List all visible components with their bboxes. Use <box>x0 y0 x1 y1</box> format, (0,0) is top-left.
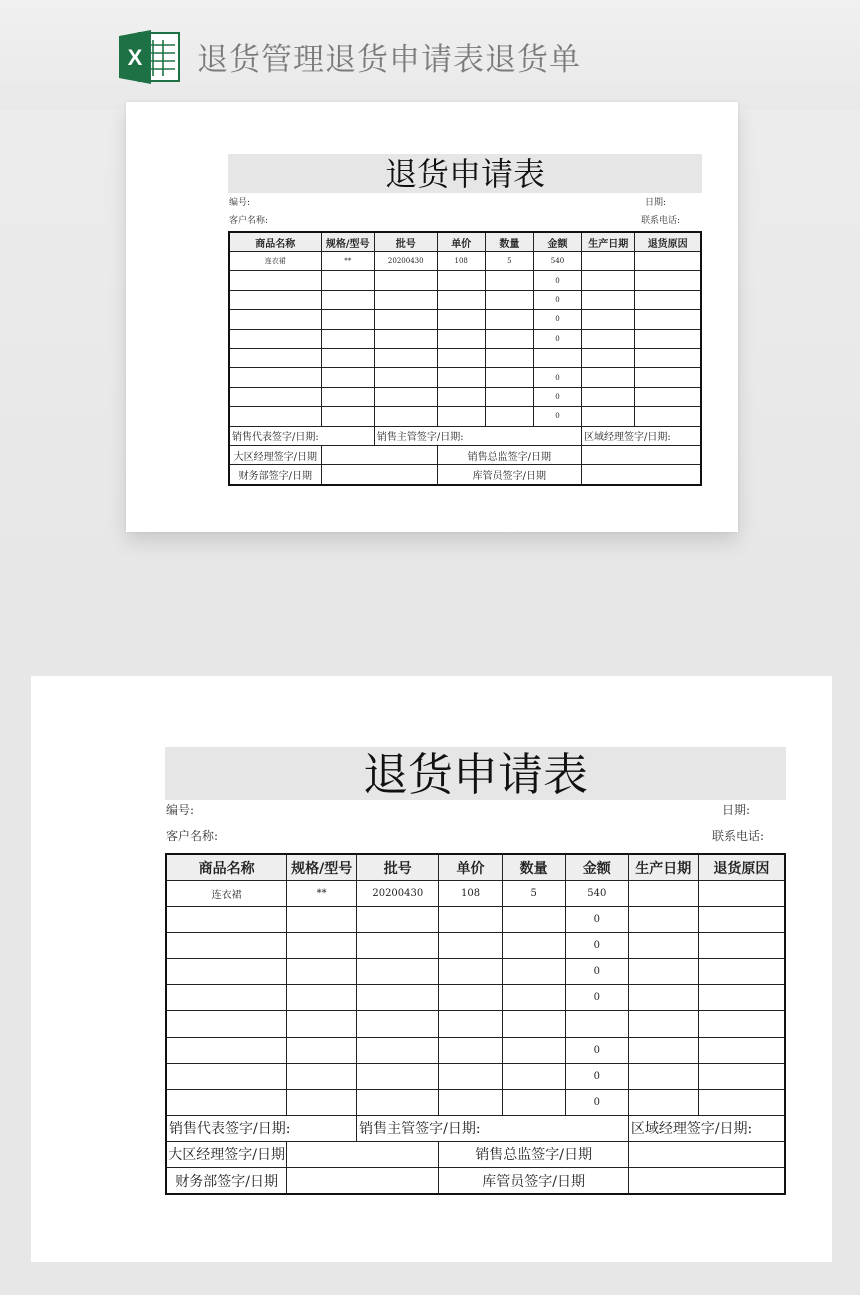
table-row <box>166 933 785 959</box>
table-cell[interactable] <box>357 933 439 959</box>
table-cell[interactable] <box>628 1011 698 1037</box>
finance-signature-field[interactable] <box>287 1168 439 1195</box>
table-cell[interactable] <box>374 407 437 426</box>
signature-row-3 <box>166 1168 785 1195</box>
table-cell[interactable] <box>635 407 701 426</box>
table-cell[interactable]: 0 <box>533 407 581 426</box>
table-cell[interactable] <box>698 959 785 985</box>
table-row <box>229 407 701 426</box>
sales-rep-signature: 销售代表签字/日期: <box>166 1115 357 1141</box>
table-cell[interactable] <box>229 368 321 387</box>
table-cell[interactable]: 108 <box>439 881 502 907</box>
table-cell[interactable] <box>485 348 533 367</box>
table-cell[interactable] <box>166 1011 287 1037</box>
table-cell[interactable] <box>321 387 374 406</box>
table-cell[interactable] <box>374 310 437 329</box>
table-cell[interactable]: 0 <box>533 271 581 290</box>
table-cell[interactable] <box>485 290 533 309</box>
table-row <box>229 368 701 387</box>
table-cell[interactable] <box>502 1063 565 1089</box>
regional-manager-signature: 区域经理签字/日期: <box>582 426 701 445</box>
table-cell[interactable] <box>582 348 635 367</box>
page-header <box>0 0 860 110</box>
column-header: 规格/型号 <box>287 854 357 881</box>
sales-supervisor-signature: 销售主管签字/日期: <box>357 1115 629 1141</box>
table-cell[interactable] <box>229 271 321 290</box>
table-cell[interactable] <box>698 907 785 933</box>
phone-label: 联系电话: <box>711 829 764 843</box>
table-cell[interactable] <box>437 310 485 329</box>
column-header: 数量 <box>502 854 565 881</box>
table-cell[interactable] <box>698 1011 785 1037</box>
table-cell[interactable] <box>321 368 374 387</box>
warehouse-signature-field[interactable] <box>628 1168 785 1195</box>
table-cell[interactable] <box>374 368 437 387</box>
table-cell[interactable] <box>502 959 565 985</box>
table-cell[interactable]: 连衣裙 <box>166 881 287 907</box>
signature-row-1 <box>166 1115 785 1141</box>
table-header-row <box>229 232 701 252</box>
finance-signature: 财务部签字/日期 <box>166 1168 287 1195</box>
column-header: 金额 <box>565 854 628 881</box>
number-label: 编号: <box>229 198 251 208</box>
table-cell[interactable] <box>582 310 635 329</box>
table-cell[interactable] <box>502 933 565 959</box>
table-row <box>229 252 701 271</box>
table-cell[interactable] <box>321 348 374 367</box>
table-cell[interactable] <box>166 1037 287 1063</box>
table-cell[interactable] <box>582 387 635 406</box>
column-header: 数量 <box>485 232 533 252</box>
table-cell[interactable]: 540 <box>533 252 581 271</box>
table-cell[interactable] <box>287 933 357 959</box>
table-cell[interactable] <box>357 985 439 1011</box>
table-cell[interactable] <box>287 985 357 1011</box>
table-cell[interactable] <box>437 271 485 290</box>
table-cell[interactable] <box>229 290 321 309</box>
column-header: 批号 <box>357 854 439 881</box>
return-form-detail <box>165 747 786 1195</box>
table-cell[interactable]: 连衣裙 <box>229 252 321 271</box>
table-cell[interactable]: 0 <box>565 933 628 959</box>
table-row <box>166 1011 785 1037</box>
column-header: 退货原因 <box>635 232 701 252</box>
table-cell[interactable] <box>698 1037 785 1063</box>
table-row <box>229 271 701 290</box>
table-cell[interactable] <box>357 1037 439 1063</box>
form-meta-row-2 <box>228 213 702 231</box>
table-row <box>166 907 785 933</box>
column-header: 规格/型号 <box>321 232 374 252</box>
table-cell[interactable]: 0 <box>533 310 581 329</box>
table-cell[interactable] <box>502 907 565 933</box>
table-cell[interactable] <box>439 907 502 933</box>
table-cell[interactable] <box>374 329 437 348</box>
number-label: 编号: <box>166 803 195 817</box>
district-manager-signature-field[interactable] <box>321 445 437 464</box>
table-cell[interactable] <box>287 1011 357 1037</box>
finance-signature: 财务部签字/日期 <box>229 465 321 485</box>
table-cell[interactable] <box>374 387 437 406</box>
date-label: 日期: <box>721 803 750 817</box>
table-cell[interactable]: 0 <box>533 290 581 309</box>
district-manager-signature-field[interactable] <box>287 1141 439 1167</box>
table-cell[interactable] <box>357 907 439 933</box>
table-cell[interactable] <box>582 290 635 309</box>
table-cell[interactable]: 0 <box>565 1037 628 1063</box>
form-meta-row-1 <box>165 801 786 827</box>
sales-director-signature: 销售总监签字/日期 <box>439 1141 628 1167</box>
table-cell[interactable] <box>439 1037 502 1063</box>
table-cell[interactable] <box>166 959 287 985</box>
table-cell[interactable] <box>502 1037 565 1063</box>
signature-row-2 <box>166 1141 785 1167</box>
table-cell[interactable]: 5 <box>502 881 565 907</box>
table-cell[interactable] <box>321 310 374 329</box>
table-cell[interactable] <box>229 310 321 329</box>
table-cell[interactable] <box>582 252 635 271</box>
table-row <box>166 959 785 985</box>
table-cell[interactable]: 540 <box>565 881 628 907</box>
table-cell[interactable]: 108 <box>437 252 485 271</box>
table-cell[interactable] <box>439 1063 502 1089</box>
district-manager-signature: 大区经理签字/日期 <box>166 1141 287 1167</box>
column-header: 生产日期 <box>582 232 635 252</box>
table-cell[interactable]: 0 <box>533 368 581 387</box>
table-cell[interactable] <box>635 387 701 406</box>
excel-icon-letter: X <box>127 45 143 70</box>
date-label: 日期: <box>644 198 666 208</box>
table-cell[interactable] <box>321 271 374 290</box>
table-cell[interactable]: 5 <box>485 252 533 271</box>
table-cell[interactable]: ** <box>287 881 357 907</box>
table-cell[interactable] <box>287 1063 357 1089</box>
page-title: 退货管理退货申请表退货单 <box>197 42 581 78</box>
table-cell[interactable] <box>287 1089 357 1115</box>
table-cell[interactable] <box>357 1063 439 1089</box>
column-header: 生产日期 <box>628 854 698 881</box>
table-cell[interactable] <box>635 368 701 387</box>
table-cell[interactable] <box>374 290 437 309</box>
sales-director-signature-field[interactable] <box>582 445 701 464</box>
table-cell[interactable]: 0 <box>565 907 628 933</box>
table-cell[interactable] <box>229 387 321 406</box>
warehouse-signature: 库管员签字/日期 <box>439 1168 628 1195</box>
table-cell[interactable] <box>229 329 321 348</box>
return-form-preview <box>228 154 702 486</box>
table-cell[interactable] <box>698 881 785 907</box>
table-cell[interactable] <box>229 348 321 367</box>
signature-row-3 <box>229 465 701 485</box>
table-cell[interactable] <box>357 959 439 985</box>
table-cell[interactable]: ** <box>321 252 374 271</box>
table-cell[interactable] <box>357 1011 439 1037</box>
sales-director-signature-field[interactable] <box>628 1141 785 1167</box>
table-cell[interactable] <box>485 368 533 387</box>
table-cell[interactable] <box>502 1011 565 1037</box>
table-cell[interactable] <box>439 933 502 959</box>
table-cell[interactable] <box>287 959 357 985</box>
sales-supervisor-signature: 销售主管签字/日期: <box>374 426 581 445</box>
form-meta-row-1 <box>228 195 702 213</box>
table-cell[interactable] <box>166 933 287 959</box>
phone-label: 联系电话: <box>640 216 680 226</box>
table-cell[interactable] <box>439 1089 502 1115</box>
table-cell[interactable] <box>437 407 485 426</box>
table-cell[interactable] <box>166 1063 287 1089</box>
table-row <box>229 329 701 348</box>
signature-row-2 <box>229 445 701 464</box>
table-cell[interactable] <box>635 252 701 271</box>
table-row <box>229 310 701 329</box>
table-cell[interactable] <box>582 271 635 290</box>
table-cell[interactable] <box>628 1037 698 1063</box>
table-cell[interactable] <box>437 368 485 387</box>
finance-signature-field[interactable] <box>321 465 437 485</box>
table-cell[interactable] <box>628 1063 698 1089</box>
table-cell[interactable] <box>635 348 701 367</box>
table-cell[interactable] <box>628 959 698 985</box>
table-cell[interactable]: 0 <box>533 329 581 348</box>
table-cell[interactable] <box>321 329 374 348</box>
column-header: 商品名称 <box>229 232 321 252</box>
table-cell[interactable] <box>502 1089 565 1115</box>
regional-manager-signature: 区域经理签字/日期: <box>628 1115 785 1141</box>
table-row <box>229 348 701 367</box>
table-row <box>166 1063 785 1089</box>
signature-row-1 <box>229 426 701 445</box>
table-cell[interactable] <box>229 407 321 426</box>
table-cell[interactable] <box>635 310 701 329</box>
district-manager-signature: 大区经理签字/日期 <box>229 445 321 464</box>
table-cell[interactable] <box>485 271 533 290</box>
table-cell[interactable] <box>439 1011 502 1037</box>
customer-label: 客户名称: <box>229 216 269 226</box>
table-row <box>229 387 701 406</box>
table-cell[interactable]: 20200430 <box>357 881 439 907</box>
table-cell[interactable] <box>485 329 533 348</box>
table-cell[interactable] <box>437 329 485 348</box>
form-meta-row-2 <box>165 827 786 853</box>
table-cell[interactable] <box>582 368 635 387</box>
table-cell[interactable] <box>437 348 485 367</box>
table-cell[interactable] <box>628 1089 698 1115</box>
table-cell[interactable] <box>439 985 502 1011</box>
warehouse-signature-field[interactable] <box>582 465 701 485</box>
table-cell[interactable] <box>628 985 698 1011</box>
table-cell[interactable] <box>374 271 437 290</box>
table-cell[interactable] <box>582 329 635 348</box>
table-cell[interactable] <box>698 933 785 959</box>
table-row <box>166 1089 785 1115</box>
goods-table <box>228 231 702 486</box>
form-title: 退货申请表 <box>165 747 786 800</box>
table-cell[interactable] <box>485 407 533 426</box>
table-cell[interactable] <box>437 290 485 309</box>
table-cell[interactable] <box>485 310 533 329</box>
table-cell[interactable]: 0 <box>533 387 581 406</box>
excel-icon <box>117 28 183 86</box>
table-cell[interactable] <box>321 407 374 426</box>
table-row <box>166 881 785 907</box>
table-row <box>166 985 785 1011</box>
table-cell[interactable] <box>565 1011 628 1037</box>
table-cell[interactable] <box>533 348 581 367</box>
column-header: 批号 <box>374 232 437 252</box>
table-cell[interactable] <box>698 985 785 1011</box>
column-header: 商品名称 <box>166 854 287 881</box>
table-cell[interactable]: 0 <box>565 959 628 985</box>
column-header: 单价 <box>439 854 502 881</box>
table-cell[interactable] <box>485 387 533 406</box>
table-cell[interactable]: 0 <box>565 1089 628 1115</box>
table-cell[interactable] <box>628 907 698 933</box>
table-cell[interactable] <box>635 290 701 309</box>
column-header: 金额 <box>533 232 581 252</box>
customer-label: 客户名称: <box>166 829 219 843</box>
table-cell[interactable] <box>287 1037 357 1063</box>
table-cell[interactable] <box>166 985 287 1011</box>
table-cell[interactable] <box>437 387 485 406</box>
table-cell[interactable] <box>439 959 502 985</box>
column-header: 退货原因 <box>698 854 785 881</box>
table-cell[interactable] <box>635 271 701 290</box>
table-cell[interactable] <box>166 1089 287 1115</box>
table-cell[interactable] <box>374 348 437 367</box>
sales-director-signature: 销售总监签字/日期 <box>437 445 581 464</box>
table-cell[interactable]: 0 <box>565 1063 628 1089</box>
table-cell[interactable] <box>628 933 698 959</box>
preview-sheet <box>126 102 738 532</box>
warehouse-signature: 库管员签字/日期 <box>437 465 581 485</box>
table-cell[interactable]: 20200430 <box>374 252 437 271</box>
goods-table <box>165 853 786 1195</box>
detail-sheet <box>31 676 832 1262</box>
table-cell[interactable] <box>635 329 701 348</box>
table-header-row <box>166 854 785 881</box>
form-title: 退货申请表 <box>228 154 702 193</box>
table-cell[interactable] <box>502 985 565 1011</box>
table-cell[interactable]: 0 <box>565 985 628 1011</box>
table-cell[interactable] <box>287 907 357 933</box>
table-cell[interactable] <box>698 1089 785 1115</box>
table-cell[interactable] <box>321 290 374 309</box>
table-cell[interactable] <box>166 907 287 933</box>
table-cell[interactable] <box>582 407 635 426</box>
table-row <box>166 1037 785 1063</box>
table-cell[interactable] <box>357 1089 439 1115</box>
column-header: 单价 <box>437 232 485 252</box>
table-cell[interactable] <box>698 1063 785 1089</box>
table-row <box>229 290 701 309</box>
sales-rep-signature: 销售代表签字/日期: <box>229 426 374 445</box>
table-cell[interactable] <box>628 881 698 907</box>
